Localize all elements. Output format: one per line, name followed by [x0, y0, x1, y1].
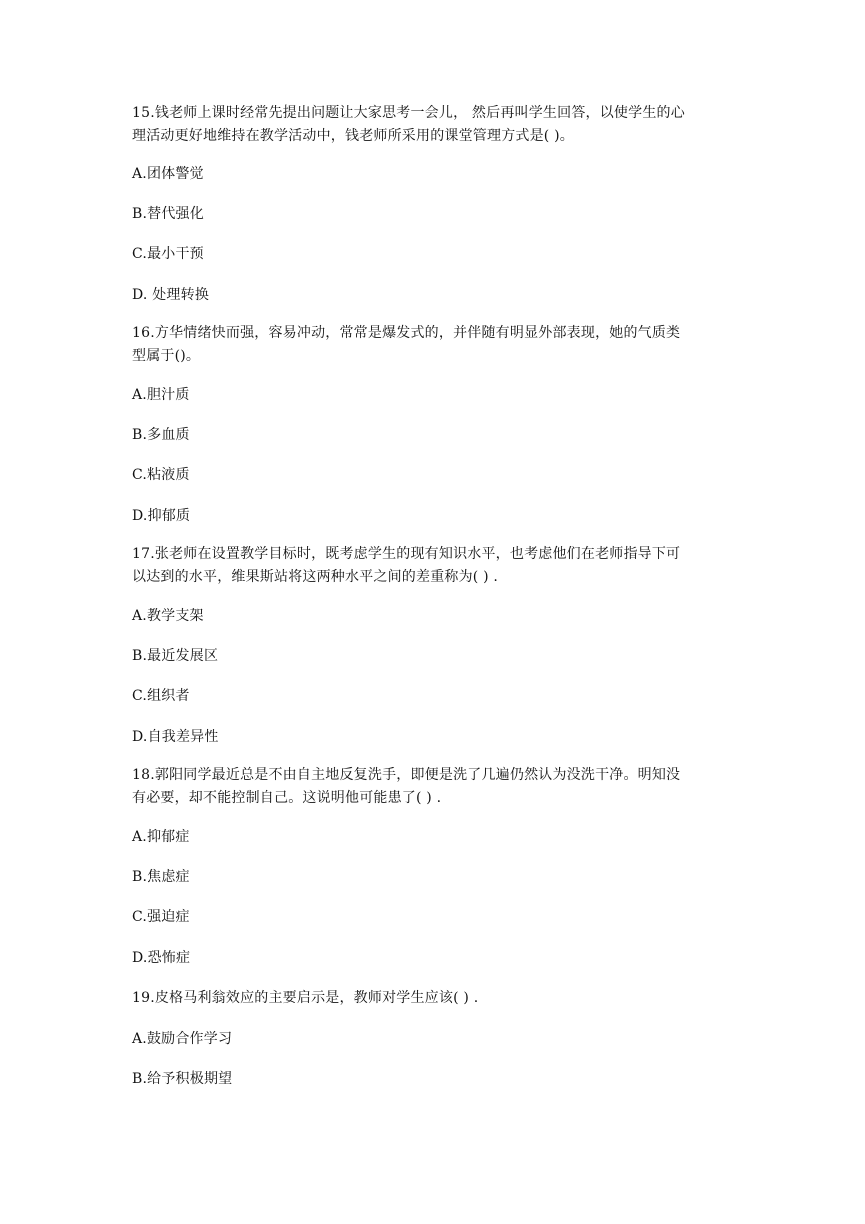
question-17-stem-line-2: 以达到的水平，维果斯站将这两种水平之间的差重称为( ) . — [132, 569, 499, 585]
question-16-option-b: B.多血质 — [132, 427, 190, 443]
question-15-option-a: A.团体警觉 — [132, 166, 204, 182]
question-15-option-b: B.替代强化 — [132, 206, 204, 222]
question-19-stem-line-1: 19.皮格马利翁效应的主要启示是，教师对学生应该( ) . — [132, 990, 479, 1006]
question-18-stem-line-2: 有必要，却不能控制自己。这说明他可能患了( ) . — [132, 790, 442, 806]
question-18-option-a: A.抑郁症 — [132, 829, 190, 845]
question-17-option-b: B.最近发展区 — [132, 648, 219, 664]
question-18-stem-line-1: 18.郭阳同学最近总是不由自主地反复洗手，即便是洗了几遍仍然认为没洗干净。明知没 — [132, 767, 681, 783]
question-15-stem-line-2: 理活动更好地维持在教学活动中，钱老师所采用的课堂管理方式是( )。 — [132, 128, 574, 144]
question-18-option-d: D.恐怖症 — [132, 950, 191, 966]
question-17-option-d: D.自我差异性 — [132, 729, 219, 745]
question-19-option-a: A.鼓励合作学习 — [132, 1031, 233, 1047]
question-16-option-a: A.胆汁质 — [132, 387, 190, 403]
question-18-option-b: B.焦虑症 — [132, 869, 190, 885]
question-17-option-c: C.组织者 — [132, 688, 190, 704]
question-16-option-c: C.粘液质 — [132, 467, 190, 483]
question-15-option-c: C.最小干预 — [132, 246, 204, 262]
question-15-stem-line-1: 15.钱老师上课时经常先提出问题让大家思考一会儿， 然后再叫学生回答，以使学生的心 — [132, 105, 685, 121]
question-17-stem-line-1: 17.张老师在设置教学目标时，既考虑学生的现有知识水平，也考虑他们在老师指导下可 — [132, 546, 681, 562]
question-16-option-d: D.抑郁质 — [132, 508, 191, 524]
question-18-option-c: C.强迫症 — [132, 909, 190, 925]
question-16-stem-line-2: 型属于()。 — [132, 348, 201, 364]
question-17-option-a: A.教学支架 — [132, 608, 204, 624]
question-19-option-b: B.给予积极期望 — [132, 1071, 233, 1087]
question-15-option-d: D. 处理转换 — [132, 287, 210, 303]
question-16-stem-line-1: 16.方华情绪快而强，容易冲动，常常是爆发式的，并伴随有明显外部表现，她的气质类 — [132, 325, 681, 341]
